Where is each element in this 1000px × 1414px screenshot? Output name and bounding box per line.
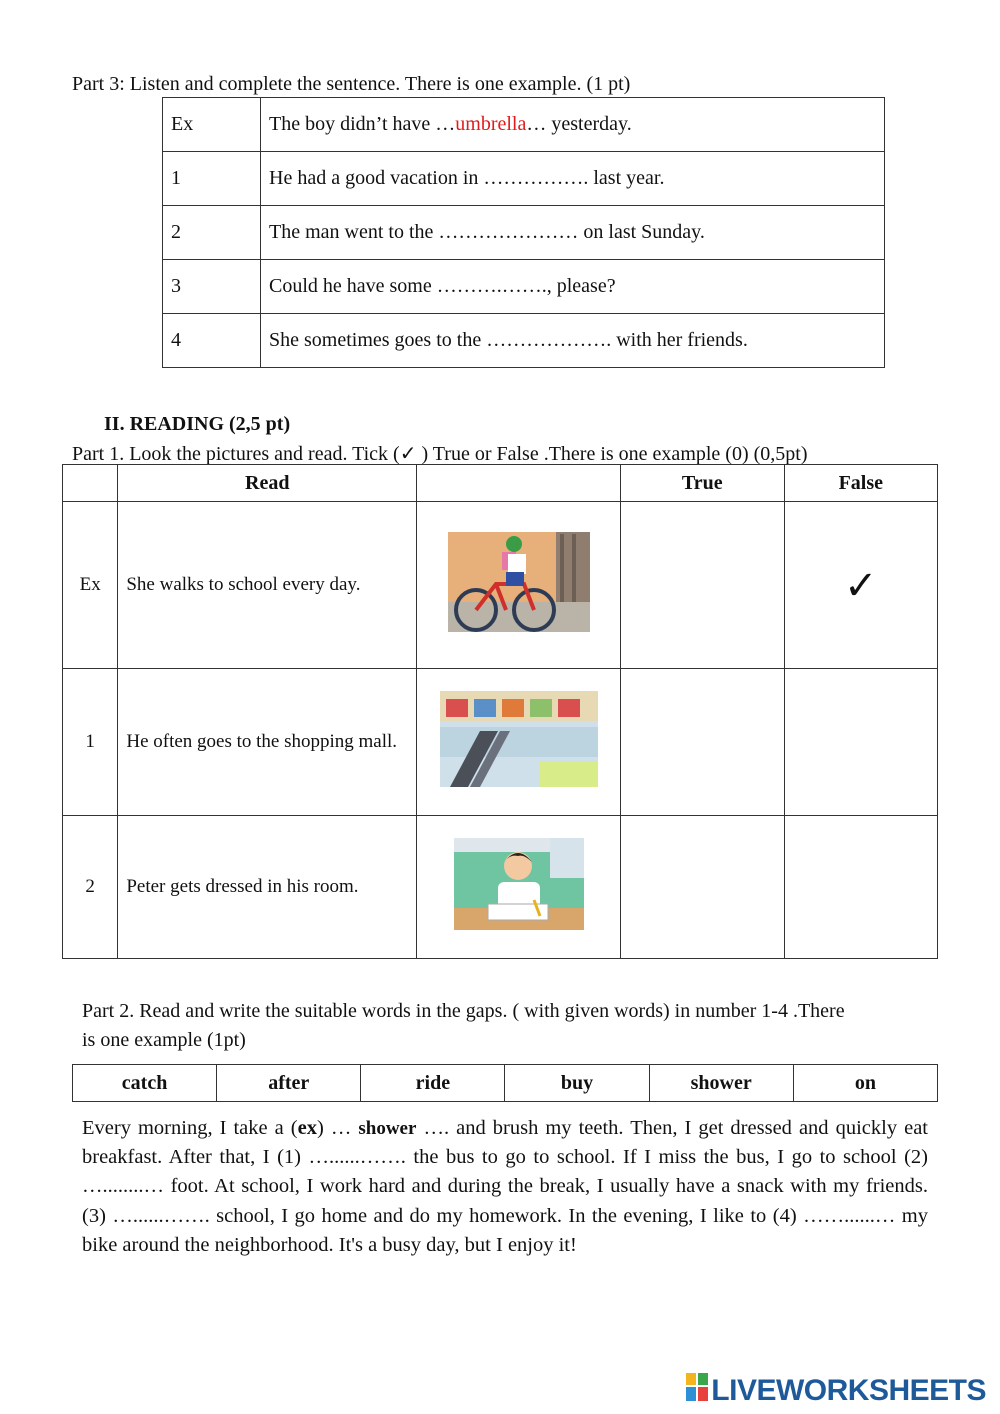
- row-number: 1: [163, 152, 261, 206]
- reading-heading: II. READING (2,5 pt): [104, 413, 291, 435]
- table-row: [63, 669, 938, 816]
- table-row: [63, 502, 938, 669]
- picture-cell: [417, 816, 621, 959]
- statement: He often goes to the shopping mall.: [118, 669, 417, 816]
- example-label: ex: [297, 1117, 317, 1139]
- statement: She walks to school every day.: [118, 502, 417, 669]
- table-row: [163, 260, 885, 314]
- row-number: 2: [63, 816, 118, 959]
- header-false: False: [784, 465, 937, 502]
- picture-cell: [417, 669, 621, 816]
- row-number: Ex: [63, 502, 118, 669]
- word-bank-item: ride: [361, 1065, 505, 1102]
- tick-icon: ✓: [399, 443, 417, 465]
- word-bank-item: after: [217, 1065, 361, 1102]
- table-row: [163, 314, 885, 368]
- sentence[interactable]: She sometimes goes to the ………………. with her friends.: [261, 314, 885, 368]
- example-word: shower: [358, 1118, 417, 1139]
- false-cell[interactable]: [784, 816, 937, 959]
- header-picture: [417, 465, 621, 502]
- table-row: [163, 206, 885, 260]
- row-number: 1: [63, 669, 118, 816]
- true-cell[interactable]: [620, 816, 784, 959]
- example-answer: umbrella: [455, 113, 527, 135]
- word-bank-row: [73, 1065, 938, 1102]
- false-cell[interactable]: [784, 669, 937, 816]
- reading-part1-instruction: Part 1. Look the pictures and read. Tick (✓ ) True or False .There is one example (0) (0,5pt): [72, 443, 808, 465]
- true-cell[interactable]: [620, 669, 784, 816]
- girl-riding-bicycle-picture: [448, 532, 590, 638]
- shopping-mall-picture: [440, 691, 598, 793]
- part2-instruction: Part 2. Read and write the suitable words in the gaps. ( with given words) in number 1-4 .There is one example (1pt): [82, 1000, 845, 1051]
- reading-passage: Every morning, I take a (ex) … shower …. and brush my teeth. Then, I get dressed and quickly eat breakfast. After that, I (1) …......……. the bus to go to school. If I miss the bus, I go to school (2) …........… foot. At school, I work hard and during the break, I usually have a snack with my friends. (3) …......……. school, I go home and do my homework. In the evening, I like to (4) ……......… my bike around the neighborhood. It's a busy day, but I enjoy it!: [82, 1117, 928, 1256]
- statement: Peter gets dressed in his room.: [118, 816, 417, 959]
- word-bank-item: shower: [649, 1065, 793, 1102]
- part3-table: [162, 97, 885, 368]
- sentence[interactable]: Could he have some ……….……., please?: [261, 260, 885, 314]
- sentence: The boy didn’t have …umbrella… yesterday.: [261, 98, 885, 152]
- table-header-row: [63, 465, 938, 502]
- table-row: [163, 152, 885, 206]
- picture-cell: [417, 502, 621, 669]
- sentence[interactable]: The man went to the ………………… on last Sunday.: [261, 206, 885, 260]
- header-read: Read: [118, 465, 417, 502]
- word-bank-item: on: [793, 1065, 937, 1102]
- part3-instruction: Part 3: Listen and complete the sentence. There is one example. (1 pt): [72, 73, 631, 95]
- row-number: 3: [163, 260, 261, 314]
- table-row: [163, 98, 885, 152]
- header-true: True: [620, 465, 784, 502]
- header-number: [63, 465, 118, 502]
- reading-part1-table: [62, 464, 938, 959]
- liveworksheets-logo-icon: [686, 1373, 708, 1409]
- word-bank-item: catch: [73, 1065, 217, 1102]
- word-bank: [72, 1064, 938, 1102]
- row-number: Ex: [163, 98, 261, 152]
- liveworksheets-logo: LIVEWORKSHEETS: [686, 1374, 986, 1408]
- sentence[interactable]: He had a good vacation in ……………. last year.: [261, 152, 885, 206]
- false-cell[interactable]: ✓: [784, 502, 937, 669]
- row-number: 2: [163, 206, 261, 260]
- boy-writing-picture: [454, 838, 584, 936]
- true-cell[interactable]: [620, 502, 784, 669]
- table-row: [63, 816, 938, 959]
- word-bank-item: buy: [505, 1065, 649, 1102]
- row-number: 4: [163, 314, 261, 368]
